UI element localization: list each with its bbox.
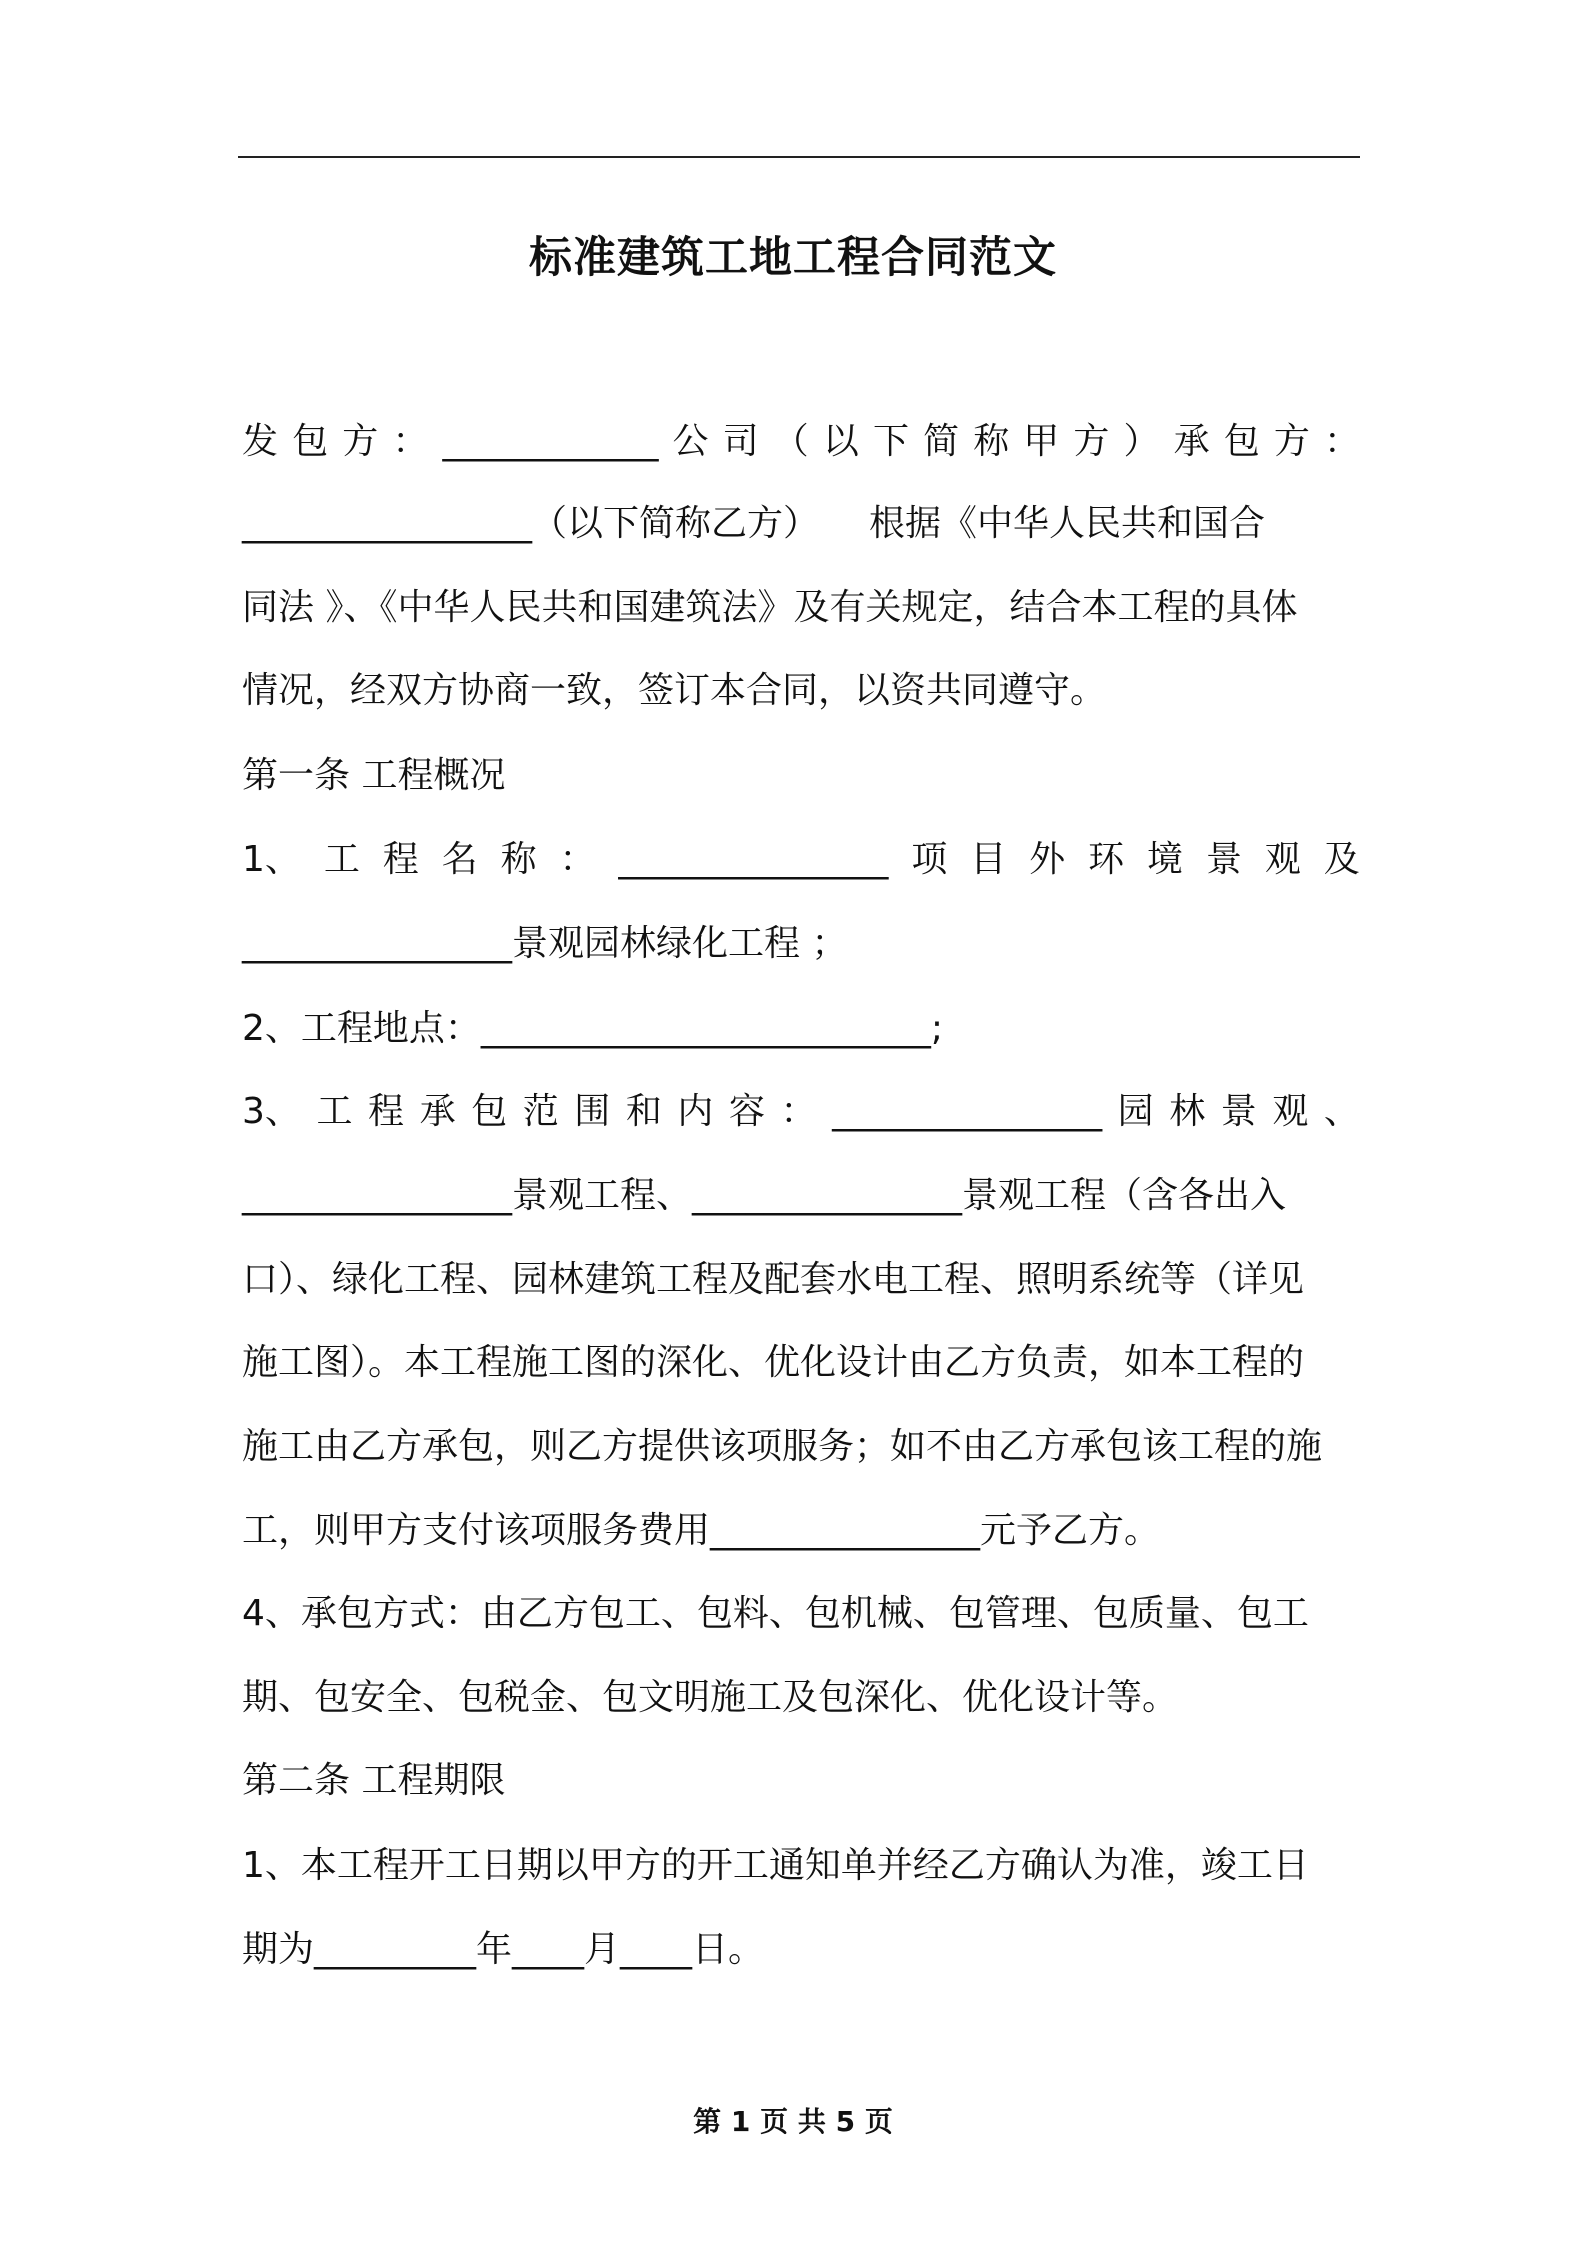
line-segment: 1、 bbox=[242, 839, 301, 880]
line-segment: 司 bbox=[722, 421, 759, 462]
party-b-blank: _________________ bbox=[242, 503, 531, 544]
line-segment: （ bbox=[772, 421, 809, 462]
contract-line-2 bbox=[242, 500, 1360, 548]
line-segment: ： bbox=[559, 839, 596, 880]
line-segment: 公 bbox=[672, 421, 709, 462]
line-segment: 工 bbox=[323, 839, 360, 880]
line-segment: 方 bbox=[1073, 421, 1110, 462]
article-2-heading: 第二条 工程期限 bbox=[242, 1760, 506, 1801]
line-segment: 称 bbox=[973, 421, 1010, 462]
line-segment: 目 bbox=[970, 839, 1007, 880]
party-b-alias: （以下简称乙方） bbox=[531, 503, 820, 544]
line-segment: 景 bbox=[1220, 1091, 1257, 1132]
contract-line-3: 同法 》、《中华人民共和国建筑法》及有关规定，结合本工程的具体 bbox=[242, 587, 1298, 628]
line-segment: 范 bbox=[522, 1091, 559, 1132]
line-segment: _______________ bbox=[832, 1091, 1103, 1132]
line-segment: 发 bbox=[242, 421, 279, 462]
line-segment: 工 bbox=[316, 1091, 353, 1132]
line-segment: ： bbox=[780, 1091, 817, 1132]
line-segment: 承 bbox=[1173, 421, 1210, 462]
line-segment: 包 bbox=[1223, 421, 1260, 462]
contract-line-method: 4、承包方式：由乙方包工、包料、包机械、包管理、包质量、包工 bbox=[242, 1593, 1309, 1634]
line-segment: 3、 bbox=[242, 1091, 301, 1132]
line-segment: 方 bbox=[1273, 421, 1310, 462]
contract-line-1 bbox=[242, 418, 1360, 466]
contract-line-4: 情况，经双方协商一致，签订本合同，以资共同遵守。 bbox=[242, 670, 1107, 711]
line-segment: 内 bbox=[677, 1091, 714, 1132]
line-segment: ： bbox=[392, 421, 429, 462]
contract-line-method-2: 期、包安全、包税金、包文明施工及包深化、优化设计等。 bbox=[242, 1677, 1179, 1718]
line-segment: 园 bbox=[1117, 1091, 1154, 1132]
line-segment: 容 bbox=[728, 1091, 765, 1132]
line-segment: 及 bbox=[1323, 839, 1360, 880]
line-segment: ____________ bbox=[442, 421, 659, 462]
line-segment: 下 bbox=[872, 421, 909, 462]
article-1-heading: 第一条 工程概况 bbox=[242, 755, 506, 796]
page-number: 第 1 页 共 5 页 bbox=[693, 2105, 893, 2138]
document-title: 标准建筑工地工程合同范文 bbox=[529, 233, 1057, 283]
line-segment: 境 bbox=[1147, 839, 1184, 880]
line-segment: 外 bbox=[1029, 839, 1066, 880]
contract-line-project-name-cont: _______________景观园林绿化工程 ； bbox=[242, 923, 848, 964]
line-segment: 名 bbox=[441, 839, 478, 880]
line-segment: 、 bbox=[1323, 1091, 1360, 1132]
contract-line-completion-date: 期为_________年____月____日。 bbox=[242, 1929, 765, 1970]
line-segment: 方 bbox=[342, 421, 379, 462]
contract-line-scope-2: _______________景观工程、_______________景观工程（含各出入 bbox=[242, 1175, 1287, 1216]
line-segment: 承 bbox=[419, 1091, 456, 1132]
line-segment: 林 bbox=[1169, 1091, 1206, 1132]
line-segment: 和 bbox=[625, 1091, 662, 1132]
line-segment: 程 bbox=[382, 839, 419, 880]
line-segment: 以 bbox=[822, 421, 859, 462]
line-segment: 称 bbox=[500, 839, 537, 880]
line-segment: 围 bbox=[574, 1091, 611, 1132]
header-rule bbox=[238, 156, 1360, 158]
contract-line-period: 1、本工程开工日期以甲方的开工通知单并经乙方确认为准，竣工日 bbox=[242, 1845, 1309, 1886]
line-segment: _______________ bbox=[618, 839, 889, 880]
legal-basis-start: 根据《中华人民共和国合 bbox=[869, 503, 1266, 544]
contract-line-scope bbox=[242, 1088, 1360, 1136]
contract-line-project-location: 2、工程地点：_________________________; bbox=[242, 1008, 944, 1049]
line-segment: 观 bbox=[1272, 1091, 1309, 1132]
contract-line-scope-6: 工，则甲方支付该项服务费用_______________元予乙方。 bbox=[242, 1510, 1161, 1551]
line-segment: 简 bbox=[923, 421, 960, 462]
contract-line-scope-5: 施工由乙方承包，则乙方提供该项服务；如不由乙方承包该工程的施 bbox=[242, 1426, 1323, 1467]
contract-line-scope-4: 施工图）。本工程施工图的深化、优化设计由乙方负责，如本工程的 bbox=[242, 1342, 1305, 1383]
line-segment: 观 bbox=[1264, 839, 1301, 880]
line-segment: 程 bbox=[368, 1091, 405, 1132]
line-segment: ） bbox=[1123, 421, 1160, 462]
line-segment: 包 bbox=[471, 1091, 508, 1132]
line-segment: 项 bbox=[911, 839, 948, 880]
contract-line-scope-3: 口）、绿化工程、园林建筑工程及配套水电工程、照明系统等（详见 bbox=[242, 1259, 1305, 1300]
line-segment: 包 bbox=[292, 421, 329, 462]
line-segment: 甲 bbox=[1023, 421, 1060, 462]
line-segment: 景 bbox=[1205, 839, 1242, 880]
contract-line-project-name bbox=[242, 836, 1360, 884]
line-segment: ： bbox=[1323, 421, 1360, 462]
line-segment: 环 bbox=[1088, 839, 1125, 880]
